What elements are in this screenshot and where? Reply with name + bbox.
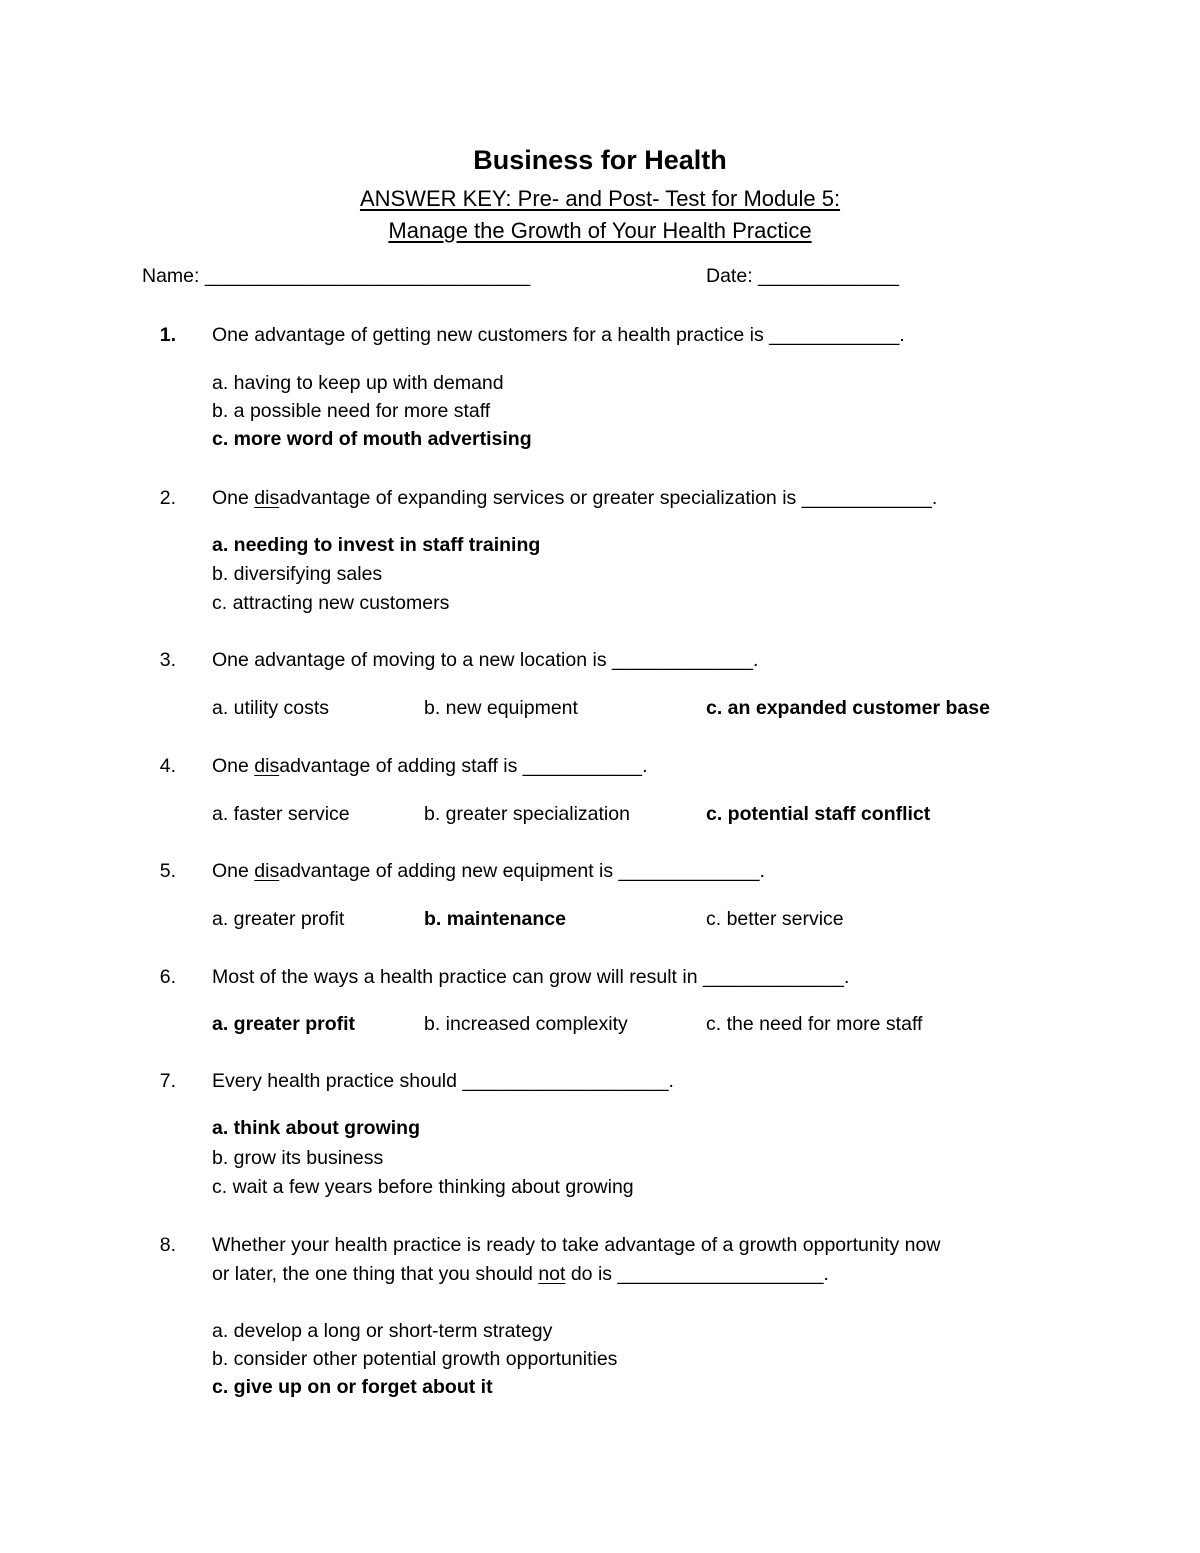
answer-option: c. the need for more staff xyxy=(706,1013,923,1035)
document-title: Business for Health xyxy=(473,145,727,175)
question-number: 7. xyxy=(159,1070,176,1092)
answer-option: a. faster service xyxy=(212,803,350,825)
document-subtitle-line1: ANSWER KEY: Pre- and Post- Test for Module 5: xyxy=(359,186,841,211)
question-text: One disadvantage of adding staff is ___________. xyxy=(212,755,648,777)
answer-option: c. better service xyxy=(706,908,844,930)
answer-option: b. new equipment xyxy=(424,697,578,719)
answer-option: b. diversifying sales xyxy=(212,563,383,585)
correct-answer-option: c. more word of mouth advertising xyxy=(212,428,532,450)
question-number: 1. xyxy=(159,324,176,346)
correct-answer-option: a. greater profit xyxy=(212,1013,356,1035)
answer-option: a. having to keep up with demand xyxy=(212,372,504,394)
correct-answer-option: c. give up on or forget about it xyxy=(212,1376,493,1398)
question-number: 2. xyxy=(159,487,176,509)
correct-answer-option: b. maintenance xyxy=(424,908,566,930)
underlined-prefix: dis xyxy=(254,755,280,777)
question-text: Every health practice should ___________________. xyxy=(212,1070,674,1092)
question-text: One disadvantage of expanding services or greater specialization is ____________. xyxy=(212,487,938,509)
answer-option: a. develop a long or short-term strategy xyxy=(212,1320,553,1342)
question-number: 3. xyxy=(159,649,176,671)
question-text-line2: or later, the one thing that you should not do is ___________________. xyxy=(212,1263,829,1285)
answer-option: a. greater profit xyxy=(212,908,345,930)
answer-option: b. a possible need for more staff xyxy=(212,400,491,422)
question-number: 8. xyxy=(159,1234,176,1256)
name-field: Name: ______________________________ xyxy=(142,265,531,287)
document-subtitle-line2: Manage the Growth of Your Health Practice xyxy=(388,218,812,243)
question-text-line1: Whether your health practice is ready to take advantage of a growth opportunity now xyxy=(212,1234,941,1256)
question-number: 4. xyxy=(159,755,176,777)
date-field: Date: _____________ xyxy=(706,265,900,287)
question-text: One advantage of moving to a new location is _____________. xyxy=(212,649,759,671)
answer-option: b. increased complexity xyxy=(424,1013,628,1035)
question-number: 6. xyxy=(159,966,176,988)
underlined-word: not xyxy=(538,1263,566,1285)
correct-answer-option: a. needing to invest in staff training xyxy=(212,534,541,556)
underlined-prefix: dis xyxy=(254,487,280,509)
answer-option: a. utility costs xyxy=(212,697,330,719)
underlined-prefix: dis xyxy=(254,860,280,882)
answer-option: b. greater specialization xyxy=(424,803,630,825)
correct-answer-option: c. potential staff conflict xyxy=(706,803,931,825)
answer-option: c. wait a few years before thinking about growing xyxy=(212,1176,634,1198)
answer-option: c. attracting new customers xyxy=(212,592,450,614)
question-text: One advantage of getting new customers for a health practice is ____________. xyxy=(212,324,905,346)
question-text: Most of the ways a health practice can grow will result in _____________. xyxy=(212,966,850,988)
correct-answer-option: a. think about growing xyxy=(212,1117,420,1139)
correct-answer-option: c. an expanded customer base xyxy=(706,697,990,719)
question-text: One disadvantage of adding new equipment is _____________. xyxy=(212,860,765,882)
answer-option: b. grow its business xyxy=(212,1147,384,1169)
answer-option: b. consider other potential growth opportunities xyxy=(212,1348,618,1370)
question-number: 5. xyxy=(159,860,176,882)
